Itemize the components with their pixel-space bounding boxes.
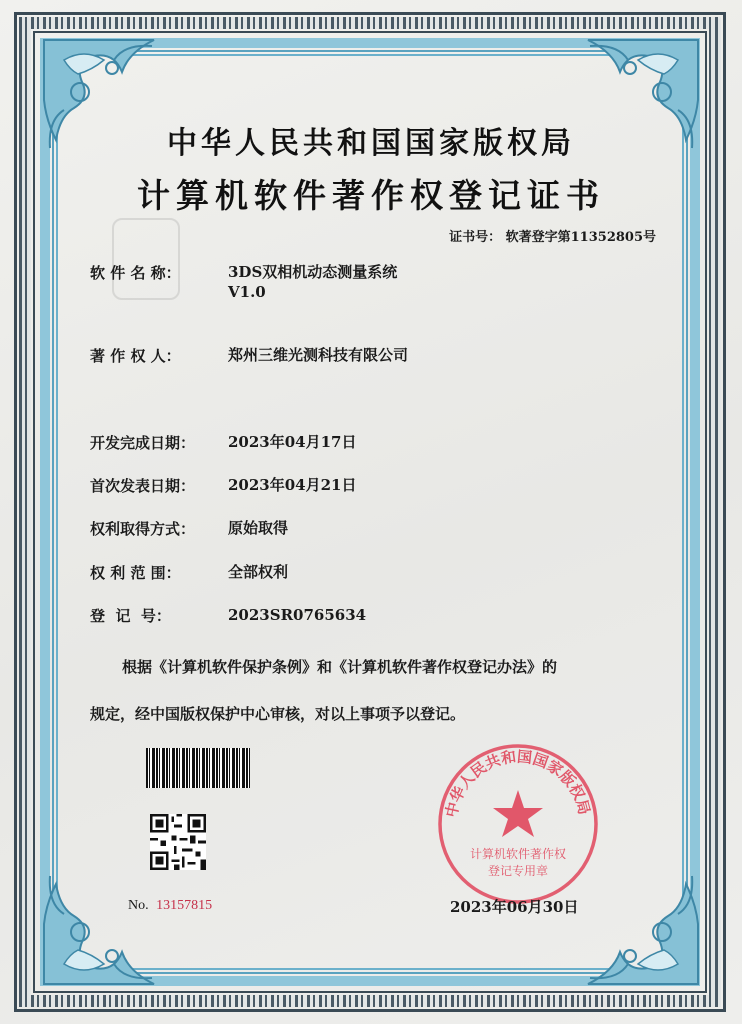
field-value: 郑州三维光测科技有限公司 xyxy=(228,346,409,364)
field-rights-scope xyxy=(90,562,288,583)
field-value: 2023年04月21日 xyxy=(228,476,357,494)
barcode-icon xyxy=(146,748,250,788)
field-label: 软 件 名 称： xyxy=(90,264,181,282)
field-label: 首次发表日期： xyxy=(90,477,196,495)
statement-line-2: 规定，经中国版权保护中心审核，对以上事项予以登记。 xyxy=(90,705,466,723)
field-copyright-owner xyxy=(90,345,408,366)
field-publication-date xyxy=(90,475,357,496)
field-registration-number xyxy=(90,605,366,626)
official-seal-icon xyxy=(436,742,600,906)
serial-value: 13157815 xyxy=(156,898,213,913)
field-value xyxy=(228,262,397,302)
field-value: 2023年04月17日 xyxy=(228,433,357,451)
seal-line-1: 计算机软件著作权 xyxy=(469,847,567,861)
field-label: 开发完成日期： xyxy=(90,434,196,452)
serial-number xyxy=(128,898,212,914)
issuing-authority: 中华人民共和国国家版权局 xyxy=(167,126,575,161)
qr-code-icon xyxy=(150,814,206,870)
statement-line-1: 根据《计算机软件保护条例》和《计算机软件著作权登记办法》的 xyxy=(122,658,558,676)
field-value: 全部权利 xyxy=(228,563,289,581)
field-acquisition-method xyxy=(90,518,288,539)
seal-ring-text: 中华人民共和国国家版权局 xyxy=(442,747,594,819)
serial-prefix: No. xyxy=(128,898,149,913)
corner-ornament-icon xyxy=(34,864,164,994)
field-software-name xyxy=(90,262,397,302)
field-value: 2023SR0765634 xyxy=(228,606,367,624)
field-label: 权利取得方式： xyxy=(90,520,196,538)
field-development-date xyxy=(90,432,357,453)
field-label: 权 利 范 围： xyxy=(90,564,181,582)
certificate-title: 计算机软件著作权登记证书 xyxy=(137,176,605,215)
field-label: 著 作 权 人： xyxy=(90,347,181,365)
certificate-number: 证书号： 软著登字第11352805号 xyxy=(449,230,656,245)
seal-line-2: 登记专用章 xyxy=(487,864,549,878)
field-value: 原始取得 xyxy=(228,519,289,537)
software-version: V1.0 xyxy=(228,283,266,301)
field-label: 登 记 号： xyxy=(90,607,171,625)
issue-date: 2023年06月30日 xyxy=(450,898,579,916)
software-name: 3DS双相机动态测量系统 xyxy=(228,263,398,281)
